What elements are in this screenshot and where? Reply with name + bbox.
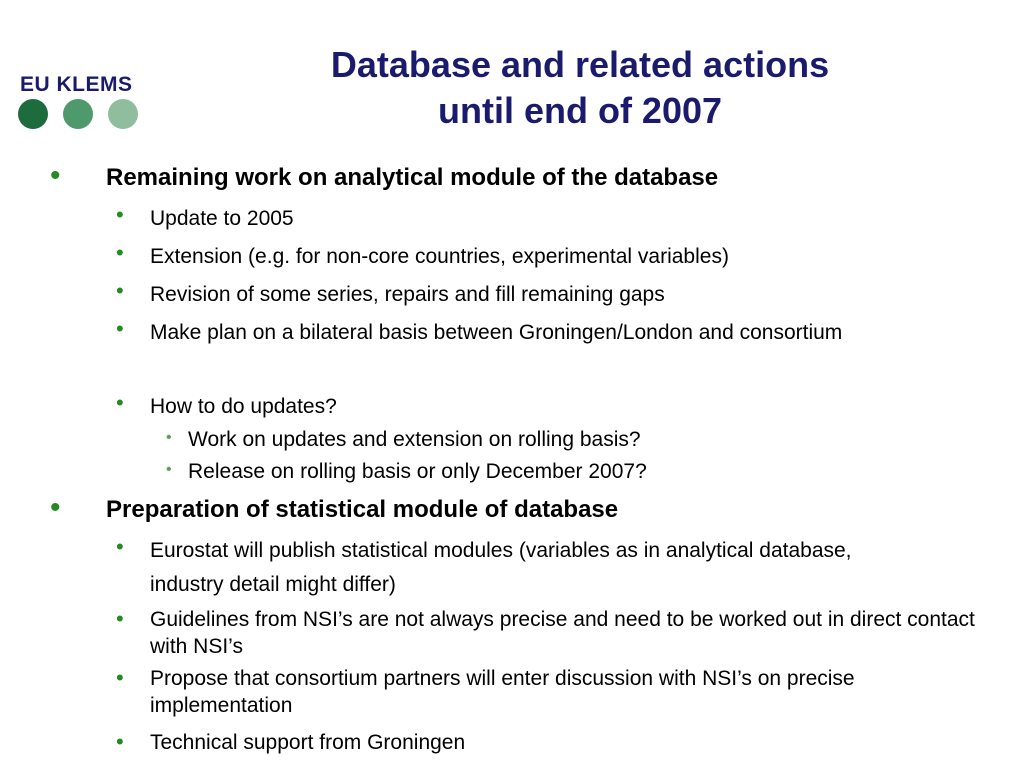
bullet-level-2: • [116, 606, 124, 631]
list-item-text: How to do updates? [150, 395, 337, 418]
bullet-level-2: • [116, 534, 124, 559]
list-item-text: Extension (e.g. for non-core countries, experimental variables) [150, 245, 729, 268]
slide-title-line-2: until end of 2007 [437, 90, 723, 131]
logo-text: EU KLEMS [20, 73, 133, 96]
list-item-text: Propose that consortium partners will enter discussion with NSI’s on precise implementation [150, 667, 855, 717]
list-item-text: Technical support from Groningen [150, 731, 466, 754]
bullet-level-1: • [50, 491, 61, 524]
section-heading-text: Preparation of statistical module of database [106, 496, 619, 523]
bullet-level-2: • [116, 729, 124, 754]
bullet-level-3: • [166, 429, 172, 446]
section-heading-text: Remaining work on analytical module of the database [106, 164, 719, 191]
list-item-text: Revision of some series, repairs and fill remaining gaps [150, 283, 665, 306]
bullet-level-2: • [116, 390, 124, 415]
bullet-level-2: • [116, 202, 124, 227]
list-item-text: Guidelines from NSI’s are not always precise and need to be worked out in direct contact with NSI’s [150, 608, 975, 658]
list-item-text: Eurostat will publish statistical modules (variables as in analytical database, industry detail might differ) [150, 539, 852, 596]
bullet-level-3: • [166, 461, 172, 478]
slide-title-line-1: Database and related actions [330, 44, 830, 85]
list-item-text: Update to 2005 [150, 207, 294, 230]
bullet-level-2: • [116, 316, 124, 341]
sub-list-item-text: Release on rolling basis or only December 2007? [188, 460, 647, 483]
bullet-level-2: • [116, 278, 124, 303]
sub-list-item-text: Work on updates and extension on rolling basis? [188, 428, 641, 451]
bullet-level-2: • [116, 240, 124, 265]
list-item-text: Make plan on a bilateral basis between Groningen/London and consortium [150, 321, 843, 344]
bullet-level-1: • [50, 159, 61, 192]
bullet-level-2: • [116, 665, 124, 690]
